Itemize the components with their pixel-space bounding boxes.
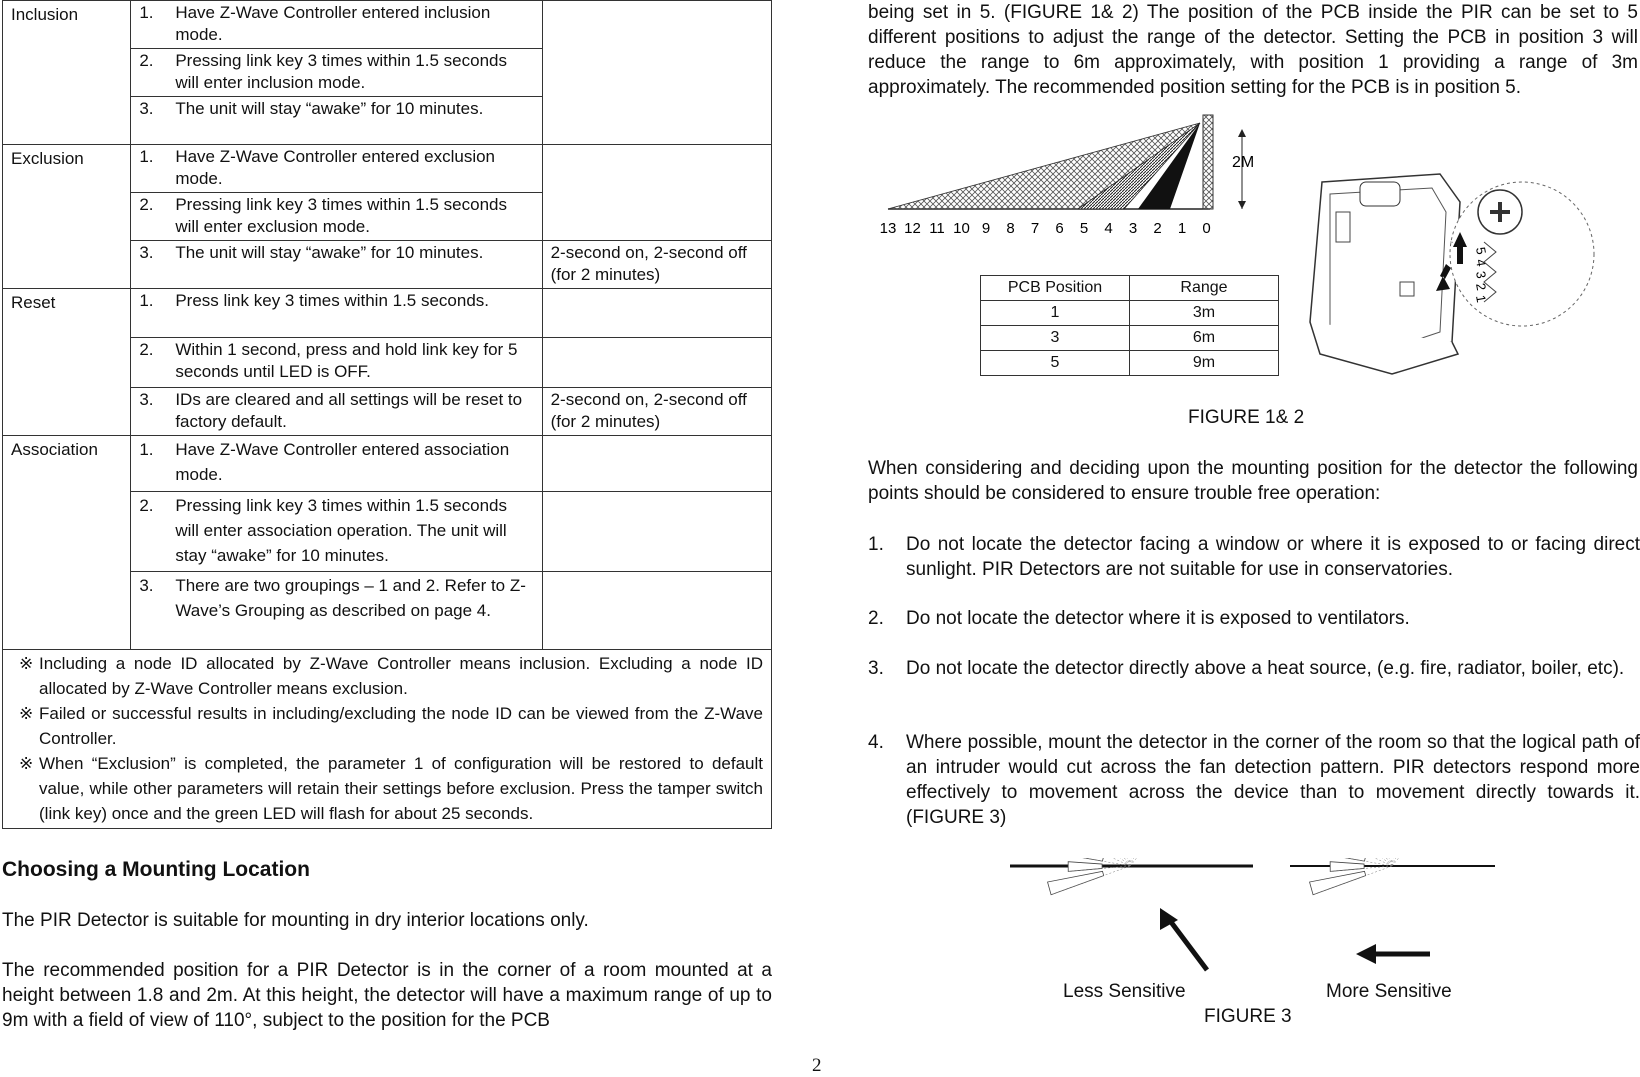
fan-segment [1309,858,1365,861]
table-cell: 3 [981,326,1130,351]
fan-segment [1047,858,1103,861]
note-cell [542,338,771,388]
footnotes [3,650,772,829]
detection-fan-left [1047,858,1193,895]
fan-ray [1392,858,1418,866]
note-cell [542,492,771,572]
points-list [868,532,1640,582]
arrow-up-icon [1238,129,1246,137]
scale-digit: 3 [1473,269,1490,280]
points-list [868,730,1640,830]
pcb-range-table [980,275,1279,376]
table-row: 1. Have Z-Wave Controller entered association mode. [131,436,542,492]
footnote: ※ Including a node ID allocated by Z-Wave Controller means inclusion. Excluding a node ID allocated by Z-Wave Controller means exclusion. [19,654,763,698]
table-row: 2. Within 1 second, press and hold link key for 5 seconds until LED is OFF. [131,338,542,388]
table-row: 1. Press link key 3 times within 1.5 seconds. [131,289,542,338]
axis-tick-label: 10 [953,220,970,237]
list-item: 3. Do not locate the detector directly above a heat source, (e.g. fire, radiator, boiler, etc). [868,658,1625,679]
axis-tick-label: 1 [1177,220,1187,237]
section-heading: Choosing a Mounting Location [2,858,310,881]
zoom-circle [1450,182,1594,326]
table-row: 3. IDs are cleared and all settings will be reset to factory default. [131,388,542,436]
axis-tick-label: 13 [879,220,897,237]
axis-tick-label: 3 [1128,220,1138,237]
footnote: ※ When “Exclusion” is completed, the parameter 1 of configuration will be restored to default value, while other parameters will retain their settings before exclusion. Press the tamper switch (link key) once and the green LED will flash for about 25 seconds. [19,754,763,823]
figure-caption: FIGURE 1& 2 [1188,407,1305,428]
axis-tick-label: 12 [904,220,921,237]
table-cell: 9m [1130,351,1279,376]
scale-digit: 5 [1473,245,1490,256]
paragraph: The recommended position for a PIR Detector is in the corner of a room mounted at a height between 1.8 and 2m. At this height, the detector will have a maximum range of up to 9m with a field of view of 110°, subject to the position for the PCB [2,960,772,1031]
axis-tick-label: 0 [1202,220,1211,237]
fan-ray [1363,858,1392,866]
table-row: 3. The unit will stay “awake” for 10 minutes. [131,97,542,145]
section-association: Association [3,436,131,650]
section-exclusion: Exclusion [3,145,131,289]
fan-segment [1048,871,1104,894]
sensitivity-figure [1000,858,1520,978]
wall [1203,115,1213,209]
table-cell: 6m [1130,326,1279,351]
axis-tick-label: 9 [981,220,991,237]
paragraph: The PIR Detector is suitable for mounting in dry interior locations only. [2,910,589,931]
table-row: 2. Pressing link key 3 times within 1.5 seconds will enter inclusion mode. [131,49,542,97]
axis-tick-label: 11 [929,220,945,237]
list-item: 2. Do not locate the detector where it is exposed to ventilators. [868,608,1410,629]
table-row: 1. Have Z-Wave Controller entered inclusion mode. [131,1,542,49]
points-list [868,656,1640,681]
note-cell [542,289,771,338]
detector-pcb-illustration [1300,172,1640,377]
figure-caption: FIGURE 3 [1204,1006,1292,1027]
note-cell [542,1,771,145]
scale-digit: 2 [1473,281,1490,292]
movement-arrow [1168,918,1207,970]
height-label: 2M [1232,154,1255,171]
header-cell: PCB Position [981,276,1130,301]
led-note: 2-second on, 2-second off (for 2 minutes) [542,388,771,436]
axis-tick-label: 2 [1153,220,1162,237]
section-inclusion: Inclusion [3,1,131,145]
less-sensitive-label: Less Sensitive [1063,981,1186,1002]
header-cell: Range [1130,276,1279,301]
table-cell: 5 [981,351,1130,376]
axis-tick-label: 8 [1006,220,1015,237]
axis-tick-label: 7 [1030,220,1040,237]
points-list [868,606,1640,631]
note-cell [542,572,771,650]
axis-tick-label: 6 [1055,220,1064,237]
led-note: 2-second on, 2-second off (for 2 minutes) [542,241,771,289]
component [1336,212,1350,242]
table-row: 2. Pressing link key 3 times within 1.5 seconds will enter association operation. The unit will stay “awake” for 10 minutes. [131,492,542,572]
table-row: 2. Pressing link key 3 times within 1.5 seconds will enter exclusion mode. [131,193,542,241]
dip-switch [1400,282,1414,296]
fan-ray [1392,858,1446,866]
fan-ray [1392,858,1407,866]
page-number: 2 [812,1055,822,1076]
table-row: 3. The unit will stay “awake” for 10 minutes. [131,241,542,289]
axis-tick-label: 4 [1104,220,1113,237]
table-cell: 1 [981,301,1130,326]
scale-digit: 4 [1473,257,1490,268]
table-row: 1. Have Z-Wave Controller entered exclusion mode. [131,145,542,193]
list-item: 4. Where possible, mount the detector in the corner of the room so that the logical path of an intruder would cut across the fan detection pattern. PIR detectors respond more effectively to movement across the device than to movement directly towards it. (FIGURE 3) [868,732,1640,828]
paragraph: When considering and deciding upon the mounting position for the detector the following points should be considered to ensure trouble free operation: [868,458,1638,504]
more-sensitive-label: More Sensitive [1326,981,1452,1002]
list-item: 1. Do not locate the detector facing a window or where it is exposed to or facing direct sunlight. PIR Detectors are not suitable for use in conservatories. [868,534,1640,580]
range-diagram [870,105,1270,245]
footnote: ※ Failed or successful results in including/excluding the node ID can be viewed from the Z-Wave Controller. [19,704,763,748]
axis-tick-label: 5 [1079,220,1089,237]
axis-labels [880,220,1211,237]
scale-digit: 1 [1473,293,1490,304]
battery [1360,182,1400,206]
section-reset: Reset [3,289,131,436]
table-row: 3. There are two groupings – 1 and 2. Refer to Z-Wave’s Grouping as described on page 4. [131,572,542,650]
note-cell [542,436,771,492]
arrow-head-icon [1356,944,1376,964]
note-cell [542,145,771,241]
arrow-down-icon [1238,201,1246,209]
detection-fan-right [1309,858,1455,895]
fan-segment [1310,871,1366,894]
operations-table [2,0,772,829]
paragraph: being set in 5. (FIGURE 1& 2) The position of the PCB inside the PIR can be set to 5 different positions to adjust the range of the detector. Setting the PCB in position 3 will reduce the range to 6m approximately, with position 1 providing a range of 3m approximately. The recommended position setting for the PCB is in position 5. [868,2,1638,98]
table-cell: 3m [1130,301,1279,326]
